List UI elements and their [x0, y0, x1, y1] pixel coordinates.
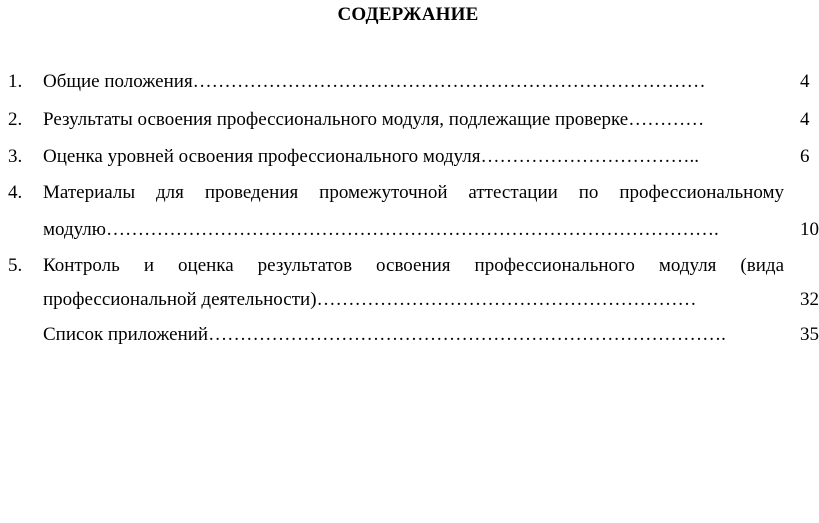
toc-entry-4-text-line2: модулю……………………………………………………………………………………. — [43, 219, 719, 240]
toc-entry-5-text-line1: Контроль и оценка результатов освоения профессионального модуля (вида — [43, 255, 784, 276]
toc-entry-2-number: 2. — [8, 109, 23, 130]
toc-entry-2-text: Результаты освоения профессионального модуля, подлежащие проверке………… — [43, 109, 705, 130]
toc-entry-4-page: 10 — [800, 219, 819, 240]
toc-entry-1-number: 1. — [8, 71, 23, 92]
toc-entry-4-text-line1: Материалы для проведения промежуточной аттестации по профессиональному — [43, 182, 784, 203]
page-title: СОДЕРЖАНИЕ — [337, 4, 479, 25]
toc-entry-1-text: Общие положения……………………………………………………………………… — [43, 71, 706, 92]
toc-entry-5-page: 32 — [800, 289, 819, 310]
toc-entry-3-number: 3. — [8, 146, 23, 167]
toc-entry-2-page: 4 — [800, 109, 810, 130]
toc-entry-appendices-text: Список приложений………………………………………………………………………. — [43, 324, 726, 345]
toc-entry-3-page: 6 — [800, 146, 810, 167]
toc-entry-5-number: 5. — [8, 255, 23, 276]
toc-entry-appendices-page: 35 — [800, 324, 819, 345]
toc-entry-3-text: Оценка уровней освоения профессионального модуля…………………………….. — [43, 146, 699, 167]
toc-entry-4-number: 4. — [8, 182, 23, 203]
toc-entry-5-text-line2: профессиональной деятельности)…………………………………………………… — [43, 289, 697, 310]
toc-entry-1-page: 4 — [800, 71, 810, 92]
